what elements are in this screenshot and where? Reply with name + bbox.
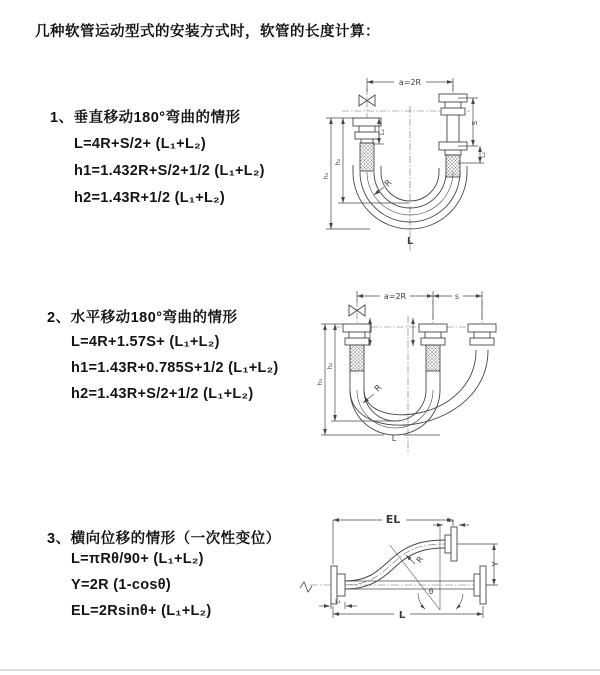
page-title: 几种软管运动型式的安装方式时，软管的长度计算： [35, 24, 380, 40]
dim-label-h2: h₂ [334, 158, 342, 166]
pipe-break-symbol [300, 582, 312, 592]
dim-label-l1: L₁ [378, 128, 386, 136]
dim-label-h2: h₂ [326, 362, 334, 370]
diagram-vertical-180-bend [312, 66, 590, 262]
right-pipe-fitting [439, 94, 467, 177]
dim-label-h1: h₁ [322, 172, 330, 180]
diagram-lateral-displacement [296, 498, 600, 640]
dim-label-h1: h₁ [316, 378, 324, 386]
dim-label-l1: L₁ [335, 598, 341, 605]
dim-label-el: EL [385, 513, 401, 526]
length-label: L [391, 434, 397, 443]
diagram-horizontal-180-bend [306, 282, 594, 462]
dim-label-s: s [454, 292, 460, 301]
section-2-formula-h1: h1=1.43R+0.785S+1/2 (L₁+L₂) [71, 360, 279, 376]
pipe-fittings [343, 324, 496, 371]
dim-label-a2r: a=2R [383, 292, 407, 301]
radius-label: R [382, 177, 395, 190]
dim-label-l2: L₂ [480, 152, 487, 158]
dim-label-s: S [471, 120, 479, 126]
angle-theta-label: θ [428, 587, 434, 596]
radius-label: R [372, 382, 385, 395]
section-2-formula-h2: h2=1.43R+S/2+1/2 (L₁+L₂) [71, 386, 254, 402]
dimension-lines [321, 291, 482, 435]
hose-curves [350, 350, 488, 435]
hose-curve [345, 540, 445, 589]
radius-label: R [414, 554, 426, 565]
dim-label-y: Y [491, 561, 500, 567]
section-1-formula-h1: h1=1.432R+S/2+1/2 (L₁+L₂) [74, 163, 265, 179]
flange-fittings [331, 527, 486, 604]
section-3-formula-el: EL=2Rsinθ+ (L₁+L₂) [71, 603, 212, 619]
section-1-formula-h2: h2=1.43R+1/2 (L₁+L₂) [74, 190, 226, 206]
section-3-heading: 3、横向位移的情形（一次性变位） [47, 531, 281, 547]
section-3-formula-l: L=πRθ/90+ (L₁+L₂) [71, 551, 204, 567]
section-2-formula-l: L=4R+1.57S+ (L₁+L₂) [71, 334, 220, 350]
length-label: L [398, 610, 406, 621]
section-1-formula-l: L=4R+S/2+ (L₁+L₂) [74, 136, 206, 152]
centerlines [300, 544, 492, 592]
page-bottom-rule [0, 669, 600, 671]
section-3-formula-y: Y=2R (1-cosθ) [71, 577, 171, 593]
section-1-heading: 1、垂直移动180°弯曲的情形 [50, 110, 241, 126]
dim-label-a2r: a=2R [398, 78, 422, 87]
length-label: L [406, 236, 414, 247]
dim-label-l2: L₂ [448, 517, 454, 524]
section-2-heading: 2、水平移动180°弯曲的情形 [47, 310, 238, 326]
left-pipe-fitting [353, 118, 381, 171]
